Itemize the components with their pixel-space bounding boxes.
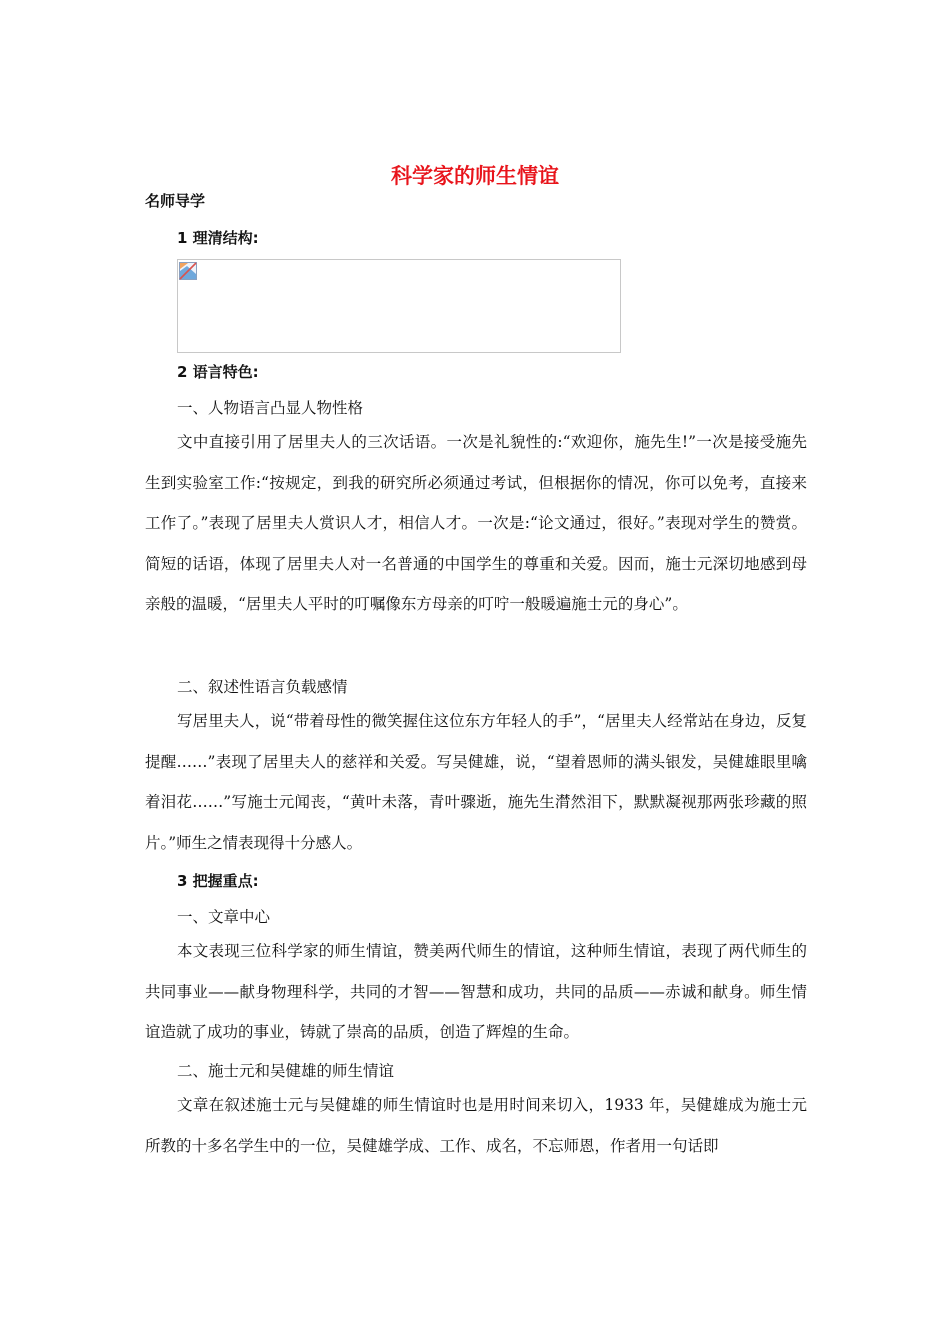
key-points-subheading-2: 二、施士元和吴健雄的师生情谊 (177, 1062, 395, 1080)
key-points-subheading-1: 一、文章中心 (177, 908, 271, 926)
document-title: 科学家的师生情谊 (391, 164, 559, 188)
structure-image-placeholder (177, 259, 621, 353)
broken-image-icon (179, 262, 197, 280)
key-points-paragraph-2: 文章在叙述施士元与吴健雄的师生情谊时也是用时间来切入，1933 年，吴健雄成为施士元所教的十多名学生中的一位，吴健雄学成、工作、成名，不忘师恩，作者用一句话即 (145, 1096, 807, 1155)
section-heading: 名师导学 (145, 192, 206, 210)
language-paragraph-1: 文中直接引用了居里夫人的三次话语。一次是礼貌性的:“欢迎你，施先生!”一次是接受施先生到实验室工作:“按规定，到我的研究所必须通过考试，但根据你的情况，你可以免考，直接来工作了。”表现了居里夫人赏识人才，相信人才。一次是:“论文通过，很好。”表现对学生的赞赏。简短的话语，体现了居里夫人对一名普通的中国学生的尊重和关爱。因而，施士元深切地感到母亲般的温暖，“居里夫人平时的叮嘱像东方母亲的叮咛一般暖遍施士元的身心”。 (145, 433, 807, 613)
structure-heading: 1 理清结构: (177, 229, 259, 247)
key-points-heading: 3 把握重点: (177, 872, 259, 890)
key-points-paragraph-1: 本文表现三位科学家的师生情谊，赞美两代师生的情谊，这种师生情谊，表现了两代师生的共同事业——献身物理科学，共同的才智——智慧和成功，共同的品质——赤诚和献身。师生情谊造就了成功的事业，铸就了崇高的品质，创造了辉煌的生命。 (145, 942, 807, 1041)
language-heading: 2 语言特色: (177, 363, 259, 381)
language-subheading-2: 二、叙述性语言负载感情 (177, 678, 348, 696)
language-paragraph-2: 写居里夫人，说“带着母性的微笑握住这位东方年轻人的手”，“居里夫人经常站在身边，反复提醒……”表现了居里夫人的慈祥和关爱。写吴健雄，说，“望着恩师的满头银发，吴健雄眼里噙着泪花……”写施士元闻丧，“黄叶未落，青叶骤逝，施先生潸然泪下，默默凝视那两张珍藏的照片。”师生之情表现得十分感人。 (145, 712, 807, 852)
language-subheading-1: 一、人物语言凸显人物性格 (177, 399, 364, 417)
